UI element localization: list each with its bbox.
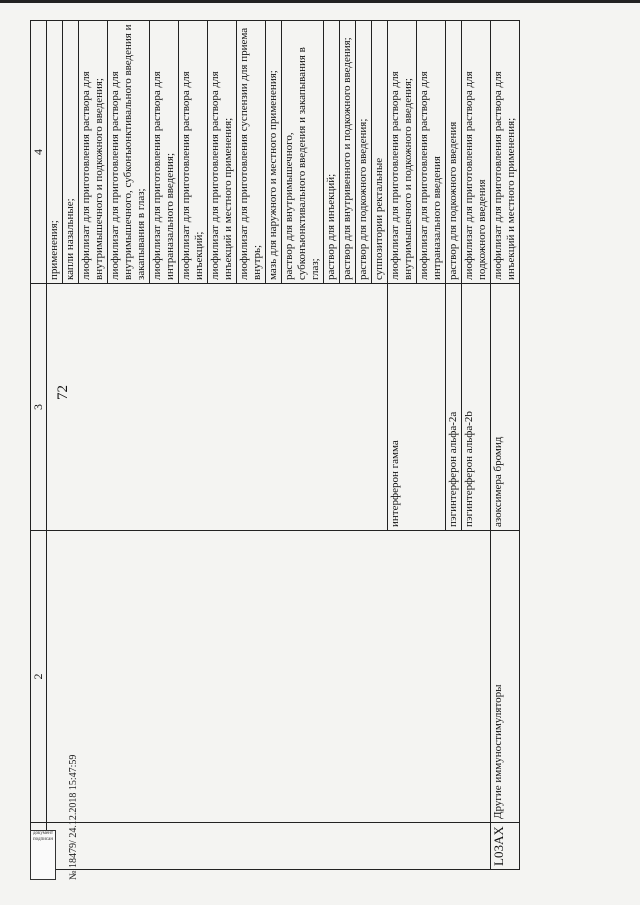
drug-name-cell: пэгинтерферон альфа-2b [462,284,491,531]
dosage-form-cell: лиофилизат для приготовления раствора для внутримышечного и подкожного введения; [388,21,417,284]
rotated-table-area [30,20,600,870]
dosage-form-cell: раствор для инъекций; [324,21,340,284]
dosage-form-cell: раствор для подкожного введения [446,21,462,284]
table-body [47,21,520,870]
dosage-form-cell: лиофилизат для приготовления раствора для инъекций и местного применения; [208,21,237,284]
dosage-form-cell: лиофилизат для приготовления раствора для подкожного введения [462,21,491,284]
top-scan-edge [0,0,640,3]
signature-stamp: документ подписан [30,830,56,880]
registration-number: № 18479/ 24.12.2018 15:47:59 [68,754,79,880]
drug-name-cell [47,284,388,531]
dosage-form-cell: лиофилизат для приготовления суспензии для приема внутрь; [237,21,266,284]
dosage-form-cell: мазь для наружного и местного применения; [266,21,282,284]
dosage-form-cell: раствор для внутримышечного, субконъюнктивального введения и закапывания в глаз; [282,21,324,284]
dosage-form-cell: раствор для подкожного введения; [356,21,372,284]
dosage-form-cell: суппозитории ректальные [372,21,388,284]
header-col-2: 2 [31,531,47,823]
dosage-form-cell: лиофилизат для приготовления раствора для интраназального введения; [150,21,179,284]
drug-table [30,20,520,870]
header-row [31,21,47,870]
header-col-4: 4 [31,21,47,284]
drug-name-cell: азоксимера бромид [491,284,520,531]
page-number: 72 [55,385,71,400]
dosage-form-cell: капли назальные; [63,21,79,284]
table-row [491,21,520,870]
drug-name-cell: пэгинтерферон альфа-2a [446,284,462,531]
dosage-form-cell: применения; [47,21,63,284]
dosage-form-cell: раствор для внутривенного и подкожного введения; [340,21,356,284]
drug-name-cell: интерферон гамма [388,284,446,531]
atc-code-cell [47,823,491,870]
atc-code-cell: L03AX [491,823,520,870]
header-col-3: 3 [31,284,47,531]
dosage-form-cell: лиофилизат для приготовления раствора для внутримышечного и подкожного введения; [79,21,108,284]
dosage-form-cell: лиофилизат для приготовления раствора для инъекций и местного применения; [491,21,520,284]
dosage-form-cell: лиофилизат для приготовления раствора для инъекций; [179,21,208,284]
dosage-form-cell: лиофилизат для приготовления раствора для интраназального введения [417,21,446,284]
group-name-cell [47,531,491,823]
table-row [47,21,63,870]
dosage-form-cell: лиофилизат для приготовления раствора для внутримышечного, субконъюнктивального введения и закапывания в глаз; [108,21,150,284]
group-name-cell: Другие иммуностимуляторы [491,531,520,823]
